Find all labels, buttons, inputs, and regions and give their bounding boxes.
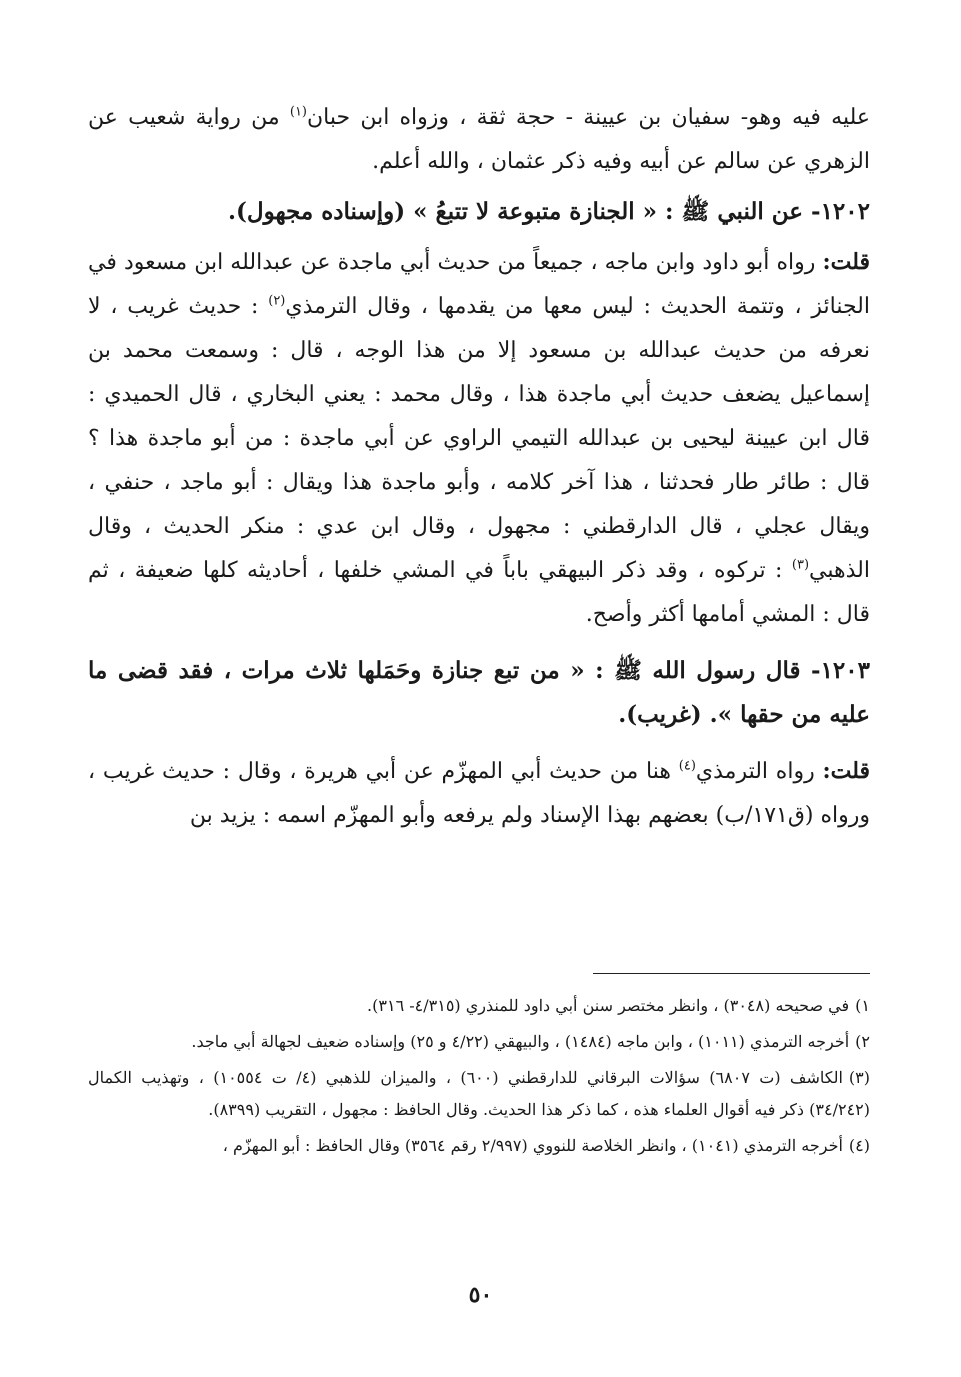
paragraph-1 [88,96,870,184]
paragraph-3-rest: هنا من حديث أبي المهزّم عن أبي هريرة ، وقال : حديث غريب ، ورواه (ق١٧١/ب) بعضهم بهذا الإسناد ولم يرفعه وأبو المهزّم اسمه : يزيد بن [88,759,870,828]
footnote-ref-2[interactable]: (٢) [268,293,286,309]
footnote-number: (٣) [848,1068,871,1087]
hadith-1202: ١٢٠٢- عن النبي ﷺ : « الجنازة متبوعة لا تتبعُ » (وإسناده مجهول). [227,198,870,225]
footnote-text: أخرجه الترمذي (١٠٤١) ، وانظر الخلاصة للنووي (٢/٩٩٧ رقم ٣٥٦٤) وقال الحافظ : أبو المهزّم ، [222,1136,843,1155]
footnote-number: ٢) [855,1032,870,1051]
paragraph-2 [88,240,870,637]
page-number: ٥٠ [468,1282,493,1308]
footnote-number: ١) [855,996,870,1015]
paragraph-3 [88,749,870,838]
footnote-divider [593,973,870,974]
footnote-text: في صحيحه (٣٠٤٨) ، وانظر مختصر سنن أبي داود للمنذري (٤/٣١٥- ٣١٦). [367,996,850,1015]
footnote-text: أخرجه الترمذي (١٠١١) ، وابن ماجه (١٤٨٤) ، والبيهقي (٤/٢٢ و ٢٥) وإسناده ضعيف لجهالة أبي ماجد. [191,1032,850,1051]
paragraph-2-rest2: : تركوه ، وقد ذكر البيهقي باباً في المشي خلفها ، أحاديثه كلها ضعيفة ، ثم قال : المشي أمامها أكثر وأصح. [88,558,870,627]
paragraph-1-rest: من رواية شعيب عن الزهري عن سالم عن أبيه وفيه ذكر عثمان ، والله أعلم. [88,105,870,174]
footnote-number: (٤) [848,1136,870,1155]
footnotes [88,990,870,1166]
footnote-2 [88,1026,870,1058]
footnote-ref-3[interactable]: (٣) [791,557,810,573]
footnote-ref-4[interactable]: (٤) [678,758,696,774]
paragraph-1-text: عليه فيه وهو- سفيان بن عيينة - حجة ثقة ، وزواه ابن حبان [307,105,870,130]
footnote-ref-1[interactable]: (١) [289,104,307,120]
page-body [88,96,870,838]
footnote-1 [88,990,870,1022]
paragraph-2-rest: : حديث غريب ، لا نعرفه من حديث عبدالله بن مسعود إلا من هذا الوجه ، قال : وسمعت محمد بن إسماعيل يضعف حديث أبي ماجدة هذا ، وقال محمد : يعني البخاري ، قال الحميدي : قال ابن عيينة ليحيى بن عبدالله التيمي الراوي عن أبي ماجدة : من أبو ماجدة هذا ؟ قال : طائر طار فحدثنا ، هذا آخر كلامه ، وأبو ماجدة هذا ويقال : أبو ماجد ، حنفي ، ويقال عجلي ، قال الدارقطني : مجهول ، وقال ابن عدي : منكر الحديث ، وقال الذهبي [88,294,870,583]
paragraph-2-lead: قلت: [822,249,870,275]
paragraph-3-lead: قلت: [822,758,870,784]
footnote-4 [88,1130,870,1162]
paragraph-3-text: رواه الترمذي [695,759,823,784]
paragraph-2-text: رواه أبو داود وابن ماجه ، جميعاً من حديث أبي ماجدة عن عبدالله ابن مسعود في الجنائز ، وتتمة الحديث : ليس معها من يقدمها ، وقال الترمذي [88,250,870,319]
hadith-1203: ١٢٠٣- قال رسول الله ﷺ : « من تبع جنازة وحَمَلها ثلاث مرات ، فقد قضى ما عليه من حقها ». (غريب). [88,657,870,728]
footnote-3 [88,1062,870,1126]
footnote-text: الكاشف (ت ٦٨٠٧) سؤالات البرقاني للدارقطني (٦٠٠) ، والميزان للذهبي (٤/ ت ١٠٥٥٤) ، وتهذيب الكمال (٣٤/٢٤٢) ذكر فيه أقوال العلماء هذه ، كما ذكر هذا الحديث. وقال الحافظ : مجهول ، التقريب (٨٣٩٩). [88,1068,870,1119]
